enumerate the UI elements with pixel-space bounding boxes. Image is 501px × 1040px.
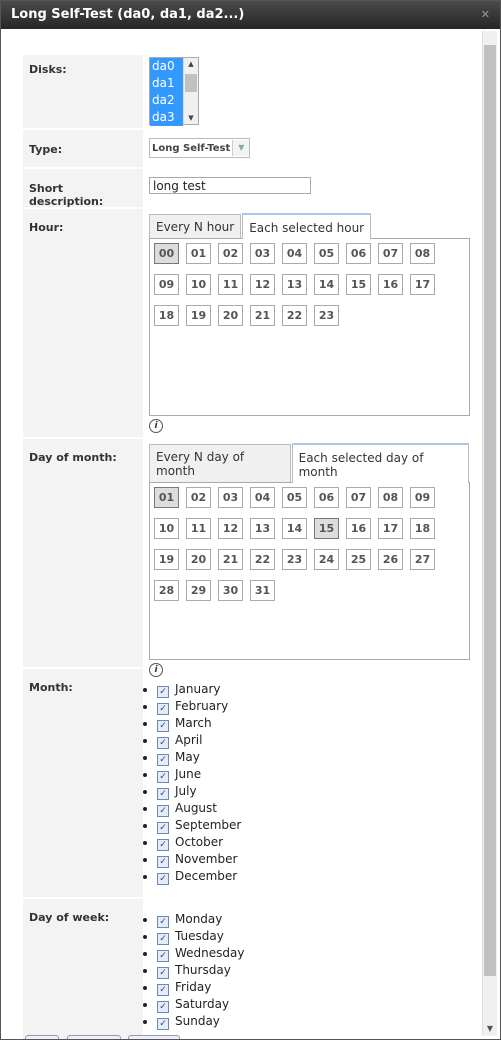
type-row [23,130,469,169]
disk-option[interactable]: da1 [150,75,183,92]
day-of-month-cell[interactable]: 12 [218,518,243,539]
day-of-month-cell[interactable]: 31 [250,580,275,601]
day-of-month-cell[interactable]: 30 [218,580,243,601]
month-label: October [175,835,224,849]
month-label: June [175,767,202,781]
checkbox[interactable]: ✓ [157,950,169,962]
day-of-month-cell[interactable]: 25 [346,549,371,570]
month-item [157,732,469,749]
day-of-month-cell[interactable]: 09 [410,487,435,508]
info-icon[interactable]: i [149,663,163,677]
hour-cell[interactable]: 13 [282,274,307,295]
hour-cell[interactable]: 01 [186,243,211,264]
chevron-down-icon[interactable]: ▼ [232,140,249,156]
month-item [157,817,469,834]
day-of-month-label: Day of month: [23,439,143,667]
checkbox[interactable]: ✓ [157,771,169,783]
hour-cell[interactable]: 08 [410,243,435,264]
checkbox[interactable]: ✓ [157,916,169,928]
day-of-week-label: Sunday [175,1014,220,1028]
day-of-week-label: Monday [175,912,223,926]
month-item [157,800,469,817]
month-label: Month: [23,669,143,897]
hour-row [23,209,469,439]
day-of-month-cell[interactable]: 21 [218,549,243,570]
day-of-week-label: Friday [175,980,212,994]
day-of-week-label: Wednesday [175,946,245,960]
disks-scrollbar-thumb[interactable] [185,74,197,92]
month-label: November [175,852,238,866]
day-of-month-cell[interactable]: 04 [250,487,275,508]
month-label: September [175,818,242,832]
day-of-month-cell[interactable]: 15 [314,518,339,539]
hour-cell[interactable]: 15 [346,274,371,295]
hour-cell[interactable]: 11 [218,274,243,295]
hour-cell[interactable]: 14 [314,274,339,295]
tab-every-n-day-of-month[interactable]: Every N day of month [149,444,291,482]
hour-tabs [149,212,470,238]
hour-panel [149,238,470,416]
day-of-month-cell[interactable]: 24 [314,549,339,570]
month-label: February [175,699,229,713]
day-of-week-row [23,899,469,1040]
info-icon[interactable]: i [149,419,163,433]
scrollbar-thumb[interactable] [484,45,496,976]
day-of-week-item [157,979,469,996]
dialog-scrollbar[interactable] [482,31,497,1036]
day-of-month-cell[interactable]: 11 [186,518,211,539]
day-of-month-cell[interactable]: 13 [250,518,275,539]
day-of-month-tabs [149,442,470,482]
month-item [157,783,469,800]
day-of-month-cell[interactable]: 29 [186,580,211,601]
day-of-week-item [157,996,469,1013]
day-of-week-item [157,1013,469,1030]
close-icon[interactable]: ✕ [480,8,490,21]
day-of-month-cell[interactable]: 28 [154,580,179,601]
day-of-week-label: Tuesday [175,929,224,943]
month-checklist [143,681,469,885]
day-of-month-cell[interactable]: 03 [218,487,243,508]
checkbox[interactable]: ✓ [157,788,169,800]
type-label: Type: [23,130,143,167]
checkbox[interactable]: ✓ [157,1018,169,1030]
hour-cell[interactable]: 04 [282,243,307,264]
day-of-month-cell[interactable]: 26 [378,549,403,570]
dialog-title: Long Self-Test (da0, da1, da2...) [11,7,245,22]
scroll-down-arrow-icon[interactable]: ▼ [188,114,194,122]
month-label: April [175,733,203,747]
month-item [157,681,469,698]
hour-cell[interactable]: 12 [250,274,275,295]
dialog-titlebar [1,1,500,29]
day-of-month-cell[interactable]: 02 [186,487,211,508]
hour-cell[interactable]: 19 [186,305,211,326]
day-of-month-grid [154,487,469,611]
hour-cell[interactable]: 03 [250,243,275,264]
disk-option[interactable]: da3 [150,109,183,126]
tab-each-selected-hour[interactable]: Each selected hour [242,213,371,239]
disk-option[interactable]: da2 [150,92,183,109]
day-of-month-cell[interactable]: 27 [410,549,435,570]
month-item [157,834,469,851]
description-row [23,169,469,209]
day-of-week-label: Thursday [175,963,231,977]
month-label: July [175,784,197,798]
scroll-up-arrow-icon[interactable]: ▲ [188,60,194,68]
day-of-month-cell[interactable]: 08 [378,487,403,508]
checkbox[interactable]: ✓ [157,984,169,996]
checkbox[interactable]: ✓ [157,856,169,868]
hour-label: Hour: [23,209,143,437]
checkbox[interactable]: ✓ [157,720,169,732]
day-of-month-panel [149,482,470,660]
month-item [157,698,469,715]
month-item [157,868,469,885]
checkbox[interactable]: ✓ [157,839,169,851]
day-of-week-item [157,928,469,945]
checkbox[interactable]: ✓ [157,805,169,817]
checkbox[interactable]: ✓ [157,754,169,766]
hour-cell[interactable]: 23 [314,305,339,326]
day-of-week-checklist [143,911,469,1030]
day-of-month-cell[interactable]: 10 [154,518,179,539]
day-of-month-cell[interactable]: 17 [378,518,403,539]
hour-cell[interactable]: 07 [378,243,403,264]
hour-grid [154,243,469,336]
day-of-month-cell[interactable]: 14 [282,518,307,539]
description-input[interactable] [149,177,311,194]
day-of-month-cell[interactable]: 01 [154,487,179,508]
form-table [23,55,469,1040]
day-of-week-item [157,945,469,962]
hour-cell[interactable]: 02 [218,243,243,264]
hour-cell[interactable]: 16 [378,274,403,295]
day-of-month-cell[interactable]: 23 [282,549,307,570]
disks-label: Disks: [23,55,143,128]
month-item [157,766,469,783]
disks-multiselect[interactable] [149,57,199,125]
checkbox[interactable]: ✓ [157,737,169,749]
month-label: December [175,869,238,883]
type-select-value: Long Self-Test [152,142,231,154]
day-of-month-cell[interactable]: 16 [346,518,371,539]
hour-cell[interactable]: 20 [218,305,243,326]
month-item [157,715,469,732]
day-of-week-item [157,911,469,928]
day-of-month-cell[interactable]: 22 [250,549,275,570]
scroll-down-arrow-icon[interactable]: ▼ [486,1024,494,1033]
month-item [157,851,469,868]
day-of-month-cell[interactable]: 20 [186,549,211,570]
checkbox[interactable]: ✓ [157,933,169,945]
day-of-week-label: Day of week: [23,899,143,1040]
month-label: May [175,750,200,764]
hour-cell[interactable]: 17 [410,274,435,295]
hour-cell[interactable]: 10 [186,274,211,295]
hour-cell[interactable]: 21 [250,305,275,326]
month-label: August [175,801,217,815]
checkbox[interactable]: ✓ [157,822,169,834]
tab-every-n-hour[interactable]: Every N hour [149,214,241,238]
month-row [23,669,469,899]
hour-cell[interactable]: 09 [154,274,179,295]
day-of-month-cell[interactable]: 19 [154,549,179,570]
day-of-week-label: Saturday [175,997,230,1011]
hour-cell[interactable]: 00 [154,243,179,264]
hour-cell[interactable]: 05 [314,243,339,264]
month-label: January [175,682,221,696]
month-label: March [175,716,212,730]
disks-scrollbar[interactable] [183,58,198,124]
hour-cell[interactable]: 06 [346,243,371,264]
checkbox[interactable]: ✓ [157,686,169,698]
month-item [157,749,469,766]
day-of-week-item [157,962,469,979]
day-of-month-row [23,439,469,675]
disks-row [23,55,469,130]
checkbox[interactable]: ✓ [157,703,169,715]
type-select[interactable] [149,138,250,158]
checkbox[interactable]: ✓ [157,873,169,885]
day-of-month-cell[interactable]: 05 [282,487,307,508]
hour-cell[interactable]: 18 [154,305,179,326]
checkbox[interactable]: ✓ [157,1001,169,1013]
tab-each-selected-day-of-month[interactable]: Each selected day of month [292,443,469,483]
disk-option[interactable]: da0 [150,58,183,75]
hour-cell[interactable]: 22 [282,305,307,326]
day-of-month-cell[interactable]: 06 [314,487,339,508]
footer-button[interactable] [25,1035,59,1040]
footer-button[interactable] [67,1035,121,1040]
footer-button[interactable] [128,1035,180,1040]
day-of-month-cell[interactable]: 07 [346,487,371,508]
day-of-month-cell[interactable]: 18 [410,518,435,539]
checkbox[interactable]: ✓ [157,967,169,979]
description-label: Short description: [23,169,143,207]
